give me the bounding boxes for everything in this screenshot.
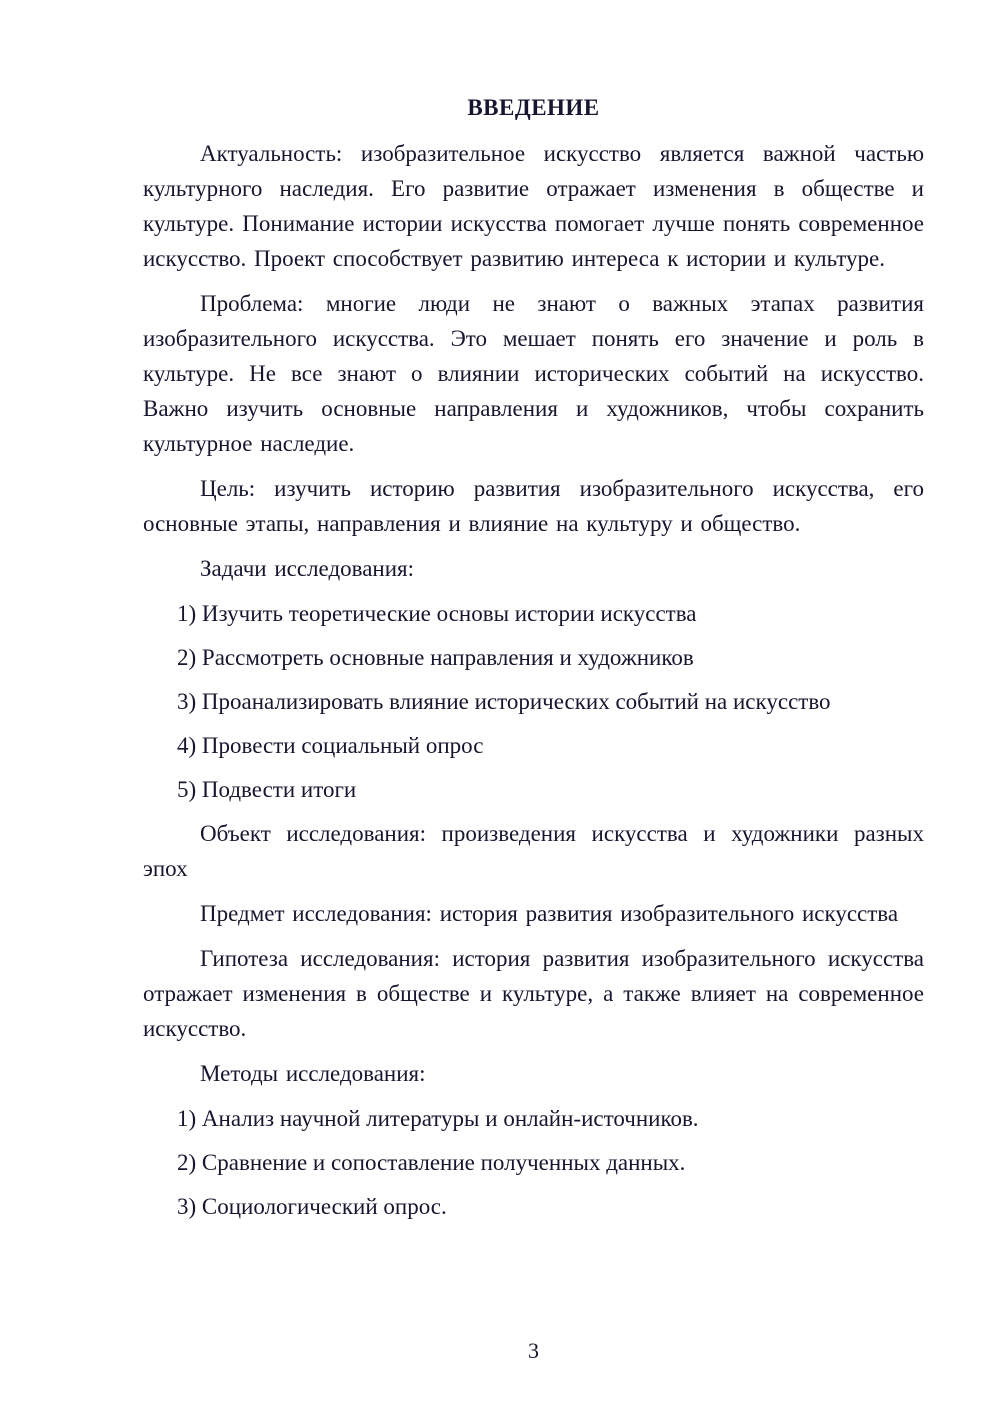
task-item-3: 3) Проанализировать влияние исторических событий на искусство bbox=[177, 689, 831, 714]
paragraph-hypothesis: Гипотеза исследования: история развития изобразительного искусства отражает изменения в обществе и культуре, а также влияет на современное искусство. bbox=[143, 946, 924, 1041]
page-title: ВВЕДЕНИЕ bbox=[467, 95, 600, 120]
method-item-2: 2) Сравнение и сопоставление полученных данных. bbox=[177, 1150, 686, 1175]
paragraph-object: Объект исследования: произведения искусства и художники разных эпох bbox=[143, 821, 924, 881]
task-item-2: 2) Рассмотреть основные направления и художников bbox=[177, 645, 694, 670]
paragraph-problem: Проблема: многие люди не знают о важных этапах развития изобразительного искусства. Это мешает понять его значение и роль в культуре. Не все знают о влиянии исторических событий на искусство. Важно изучить основные направления и художников, чтобы сохранить культурное наследие. bbox=[143, 291, 924, 456]
task-item-5: 5) Подвести итоги bbox=[177, 777, 357, 802]
page-number: 3 bbox=[528, 1338, 539, 1363]
paragraph-goal: Цель: изучить историю развития изобразительного искусства, его основные этапы, направления и влияние на культуру и общество. bbox=[143, 476, 924, 536]
paragraph-subject: Предмет исследования: история развития изобразительного искусства bbox=[200, 901, 899, 926]
method-item-1: 1) Анализ научной литературы и онлайн-источников. bbox=[177, 1106, 699, 1131]
methods-heading: Методы исследования: bbox=[200, 1061, 426, 1086]
task-item-1: 1) Изучить теоретические основы истории искусства bbox=[177, 601, 697, 626]
tasks-heading: Задачи исследования: bbox=[200, 556, 415, 581]
paragraph-relevance: Актуальность: изобразительное искусство является важной частью культурного наследия. Его развитие отражает изменения в обществе и культуре. Понимание истории искусства помогает лучше понять современное искусство. Проект способствует развитию интереса к истории и культуре. bbox=[143, 141, 924, 271]
task-item-4: 4) Провести социальный опрос bbox=[177, 733, 484, 758]
method-item-3: 3) Социологический опрос. bbox=[177, 1194, 447, 1219]
